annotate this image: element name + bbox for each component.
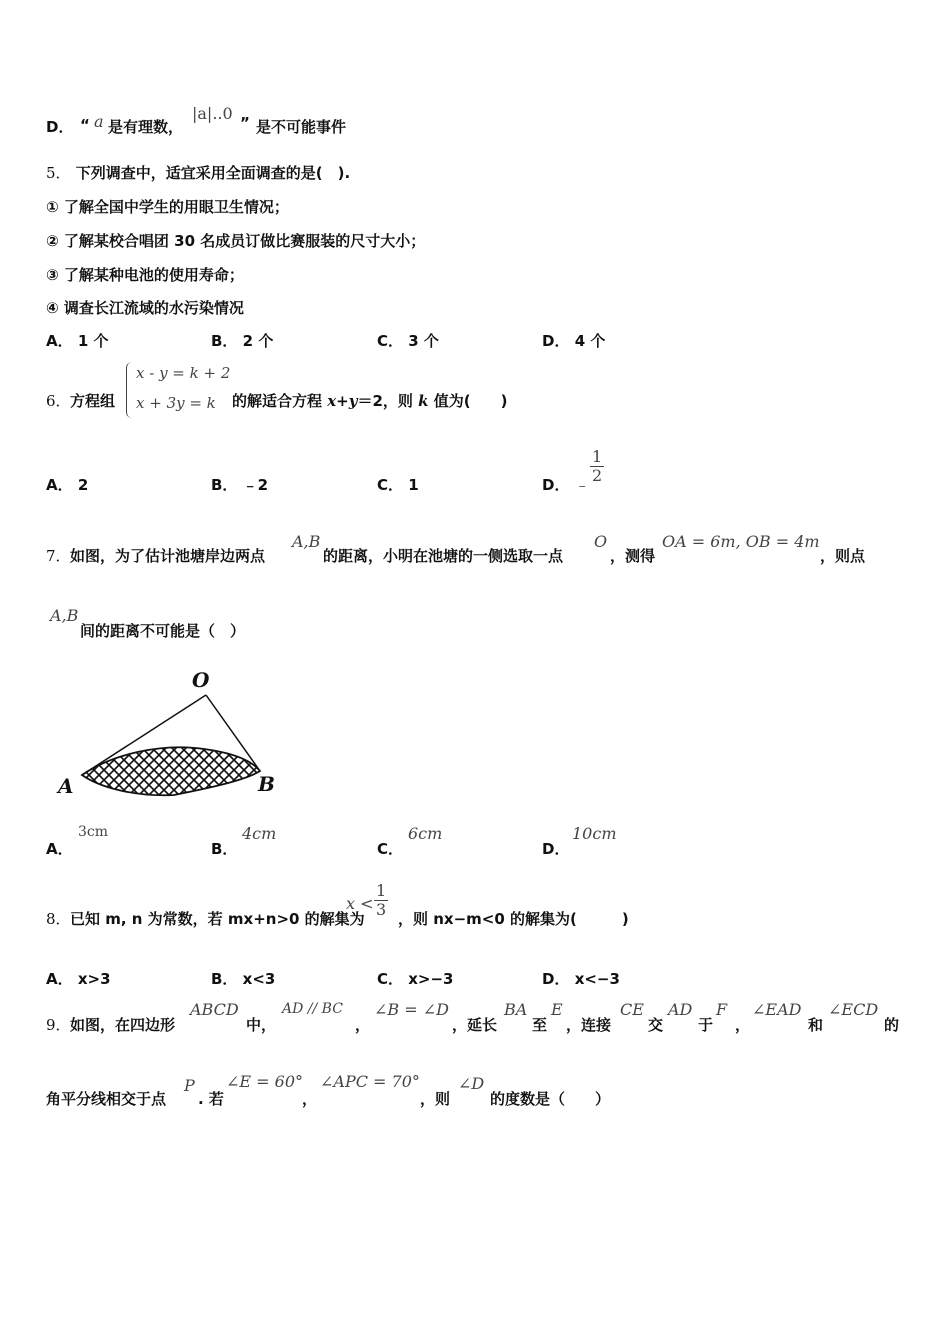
q8-option-a-value: x>3 (77, 970, 111, 988)
q6-option-b-value: ﹣2 (242, 476, 269, 494)
q8-option-b-value: x<3 (242, 970, 276, 988)
prev-option-d-text1: 是有理数， (108, 118, 184, 136)
q6-system-brace (126, 362, 135, 418)
q6-option-d-sign: ﹣ (574, 476, 590, 494)
q7-text4: ，则点 (820, 547, 866, 565)
q8-numerator: 1 (376, 881, 387, 900)
q6-lead: 方程组 (70, 392, 116, 410)
q6-option-d-denominator: 2 (592, 466, 603, 485)
q8-ineq-lhs: x < (346, 894, 374, 913)
q9-point-p: P (184, 1076, 195, 1095)
q9-ad: AD (668, 1000, 693, 1019)
q6-option-c-value: 1 (408, 476, 419, 494)
q6-tail2: ＝2，则 (357, 392, 419, 410)
q5-option-d-label: D． (542, 332, 570, 350)
q9-angle-eq: ∠B = ∠D (374, 1000, 449, 1019)
q6-option-d-fraction (590, 448, 604, 485)
q7-point-o: O (594, 532, 608, 551)
q9-line2-text3: ， (302, 1090, 318, 1108)
q5-item-4: ④ 调查长江流域的水污染情况 (46, 299, 244, 317)
q7-text1: 如图，为了估计池塘岸边两点 (70, 547, 266, 565)
q9-text4: ，延长 (452, 1016, 498, 1034)
q7-text3: ，测得 (610, 547, 656, 565)
q8-option-a-label: A． (46, 970, 73, 988)
q5-number: 5． (46, 164, 71, 182)
q9-text5: 至 (532, 1016, 548, 1034)
q7-measure: OA = 6m, OB = 4m (662, 532, 820, 551)
q9-angle-apc: ∠APC = 70° (320, 1072, 420, 1091)
q7-option-a-label[interactable]: A． (46, 840, 73, 858)
q6-option-a-label: A． (46, 476, 73, 494)
q7-option-b-value: 4cm (242, 824, 277, 843)
prev-option-d-abs-expr: |a|..0 (192, 104, 233, 123)
q7-ab-1: A,B (292, 532, 321, 551)
q8-option-b-label: B． (211, 970, 238, 988)
q8-option-c-label: C． (377, 970, 404, 988)
q8-option-a[interactable] (46, 968, 111, 989)
q9-text11: 的 (884, 1016, 900, 1034)
figure-label-o: O (192, 668, 210, 692)
q8-option-d-label: D． (542, 970, 570, 988)
q5-item-1: ① 了解全国中学生的用眼卫生情况； (46, 198, 289, 216)
prev-option-d-label: D． (46, 118, 74, 136)
q9-line2-text1: 角平分线相交于点 (46, 1090, 167, 1108)
q9-ce: CE (620, 1000, 644, 1019)
q5-option-a-value: 1 个 (77, 332, 109, 350)
q9-text10: 和 (808, 1016, 824, 1034)
q6-number: 6． (46, 392, 71, 410)
q5-option-a[interactable] (46, 330, 109, 351)
q5-option-a-label: A． (46, 332, 73, 350)
q6-option-c-label: C． (377, 476, 404, 494)
q8-option-c[interactable] (377, 968, 454, 989)
prev-option-d-var-a: a (94, 112, 104, 131)
q6-var-k: k (418, 392, 429, 410)
q6-option-a[interactable] (46, 474, 88, 495)
q9-text2: 中， (246, 1016, 277, 1034)
q5-option-c-label: C． (377, 332, 404, 350)
q8-fraction (374, 882, 388, 919)
q7-option-c-label[interactable]: C． (377, 840, 404, 858)
q5-item-3: ③ 了解某种电池的使用寿命； (46, 266, 244, 284)
q5-option-b-value: 2 个 (242, 332, 274, 350)
q7-option-b-label[interactable]: B． (211, 840, 238, 858)
q9-e: E (551, 1000, 563, 1019)
q5-option-b[interactable] (211, 330, 273, 351)
q6-tail (232, 390, 507, 411)
q7-option-d-value: 10cm (572, 824, 617, 843)
q6-option-d-numerator: 1 (592, 447, 603, 466)
q5-stem: 下列调查中，适宜采用全面调查的是( ). (75, 164, 351, 182)
pond-shape (82, 747, 260, 795)
q8-option-d-value: x<−3 (574, 970, 620, 988)
q6-eq1: x - y = k + 2 (136, 364, 231, 382)
q9-text8: 于 (698, 1016, 714, 1034)
q5-option-c-value: 3 个 (408, 332, 439, 350)
q9-parallel: AD // BC (282, 1001, 343, 1017)
q9-text7: 交 (648, 1016, 664, 1034)
q6-option-b-label: B． (211, 476, 238, 494)
q6-eq2: x + 3y = k (136, 394, 216, 412)
q6-option-a-value: 2 (77, 476, 89, 494)
q7-pond-figure (54, 665, 284, 801)
q5-option-d[interactable] (542, 330, 605, 351)
q6-eq-xy: x+y (327, 392, 358, 410)
q6-tail3: 值为( ) (428, 392, 508, 410)
q8-denominator: 3 (376, 900, 387, 919)
q5-item-2: ② 了解某校合唱团 30 名成员订做比赛服装的尺寸大小； (46, 232, 426, 250)
figure-label-a: A (58, 774, 74, 798)
prev-option-d-close-quote: ” (240, 114, 250, 132)
q7-option-d-label[interactable]: D． (542, 840, 570, 858)
q9-angle-d: ∠D (458, 1074, 485, 1093)
figure-label-b: B (258, 772, 275, 796)
q7-text5: 间的距离不可能是（ ） (80, 622, 246, 640)
q6-option-c[interactable] (377, 474, 419, 495)
q9-text9: ， (735, 1016, 751, 1034)
q8-text2: ，则 nx−m<0 的解集为( ) (398, 910, 629, 928)
q8-option-b[interactable] (211, 968, 275, 989)
q5-option-b-label: B． (211, 332, 238, 350)
q9-text1: 如图，在四边形 (70, 1016, 176, 1034)
q9-angle-ead: ∠EAD (752, 1000, 802, 1019)
q6-option-d[interactable] (542, 474, 590, 495)
q6-option-d-label: D． (542, 476, 570, 494)
q8-text1: 已知 m, n 为常数，若 mx+n>0 的解集为 (70, 910, 365, 928)
q9-line2-text5: 的度数是（ ） (490, 1090, 611, 1108)
q8-number: 8． (46, 910, 71, 928)
q9-text3: ， (355, 1016, 371, 1034)
q9-f: F (716, 1000, 728, 1019)
q8-option-c-value: x>−3 (408, 970, 454, 988)
prev-option-d-open-quote: “ (80, 116, 90, 134)
q9-text6: ，连接 (566, 1016, 612, 1034)
q9-abcd: ABCD (190, 1000, 239, 1019)
q7-number: 7． (46, 547, 71, 565)
q9-ba: BA (504, 1000, 528, 1019)
q6-option-b[interactable] (211, 474, 268, 495)
q5-option-d-value: 4 个 (574, 332, 606, 350)
q9-angle-ecd: ∠ECD (828, 1000, 879, 1019)
q7-ab-2: A,B (50, 606, 79, 625)
q9-line2-text2: . 若 (198, 1090, 224, 1108)
q9-line2-text4: ，则 (420, 1090, 451, 1108)
q7-option-a-value: 3cm (78, 824, 109, 840)
q7-text2: 的距离，小明在池塘的一侧选取一点 (323, 547, 564, 565)
q8-option-d[interactable] (542, 968, 620, 989)
q7-option-c-value: 6cm (408, 824, 443, 843)
prev-option-d-text2: 是不可能事件 (256, 118, 347, 136)
q9-angle-e: ∠E = 60° (226, 1072, 304, 1091)
q9-number: 9． (46, 1016, 71, 1034)
q6-tail1: 的解适合方程 (232, 392, 328, 410)
q5-stem-line (46, 162, 350, 183)
q5-option-c[interactable] (377, 330, 439, 351)
